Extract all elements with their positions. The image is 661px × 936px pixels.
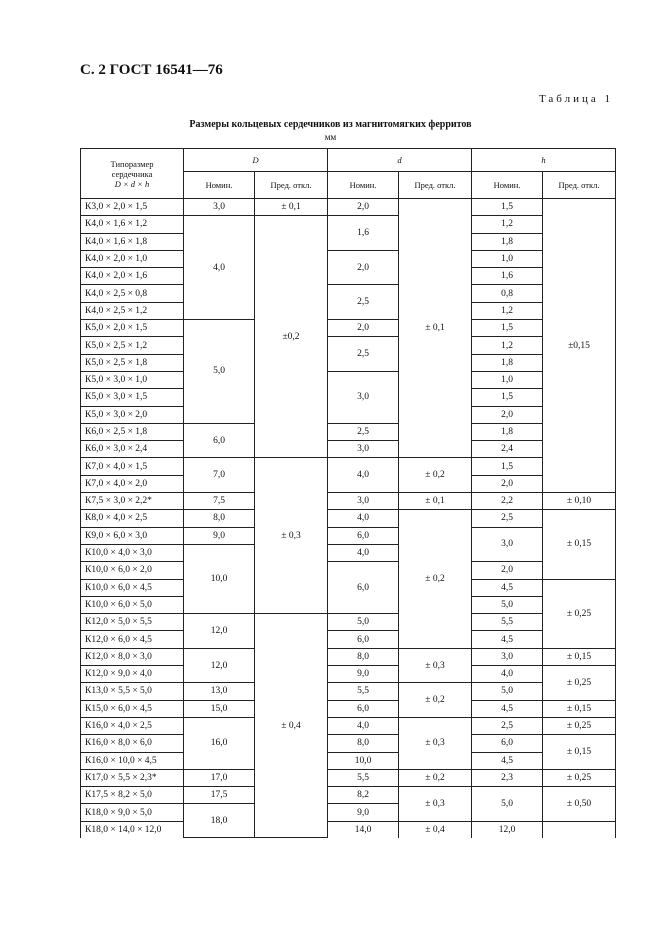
cell-type-size: К7,5 × 3,0 × 2,2* bbox=[81, 493, 184, 510]
cell-d-nom: 12,0 bbox=[184, 614, 255, 649]
cell-h-nom: 3,0 bbox=[472, 527, 543, 562]
cell-d-nom: 7,0 bbox=[184, 458, 255, 493]
cell-d-tol: ± 0,2 bbox=[399, 683, 472, 718]
cell-d-nom: 9,0 bbox=[328, 666, 399, 683]
cell-h-tol: ±0,15 bbox=[543, 199, 616, 493]
cell-h-nom: 2,4 bbox=[472, 441, 543, 458]
table-row bbox=[81, 648, 616, 665]
table-row bbox=[81, 250, 616, 267]
header-h-tol: Пред. откл. bbox=[543, 172, 616, 199]
cell-d-nom: 17,0 bbox=[184, 769, 255, 786]
cell-type-size: К13,0 × 5,5 × 5,0 bbox=[81, 683, 184, 700]
cell-d-nom: 6,0 bbox=[328, 527, 399, 544]
dimensions-table bbox=[80, 148, 616, 838]
header-D: D bbox=[184, 149, 328, 172]
cell-type-size: К4,0 × 2,5 × 0,8 bbox=[81, 285, 184, 302]
cell-h-nom: 1,5 bbox=[472, 389, 543, 406]
cell-type-size: К4,0 × 1,6 × 1,8 bbox=[81, 233, 184, 250]
cell-d-tol: ± 0,4 bbox=[399, 821, 472, 838]
cell-d-nom: 3,0 bbox=[328, 371, 399, 423]
table-row bbox=[81, 199, 616, 216]
cell-type-size: К16,0 × 8,0 × 6,0 bbox=[81, 735, 184, 752]
cell-h-nom: 5,0 bbox=[472, 787, 543, 822]
cell-h-nom: 2,2 bbox=[472, 493, 543, 510]
cell-h-nom: 1,2 bbox=[472, 337, 543, 354]
cell-h-nom: 1,0 bbox=[472, 250, 543, 267]
cell-h-nom: 4,5 bbox=[472, 631, 543, 648]
cell-type-size: К7,0 × 4,0 × 2,0 bbox=[81, 475, 184, 492]
cell-d-nom: 2,0 bbox=[328, 320, 399, 337]
cell-h-nom: 1,0 bbox=[472, 371, 543, 388]
cell-d-nom: 7,5 bbox=[184, 493, 255, 510]
cell-type-size: К18,0 × 14,0 × 12,0 bbox=[81, 821, 184, 838]
cell-h-nom: 2,5 bbox=[472, 717, 543, 734]
cell-d-nom: 6,0 bbox=[328, 631, 399, 648]
table-row bbox=[81, 631, 616, 648]
cell-d-nom: 8,2 bbox=[328, 787, 399, 804]
cell-h-nom: 12,0 bbox=[472, 821, 543, 838]
cell-type-size: К18,0 × 9,0 × 5,0 bbox=[81, 804, 184, 821]
cell-h-nom: 1,2 bbox=[472, 216, 543, 233]
cell-type-size: К12,0 × 5,0 × 5,5 bbox=[81, 614, 184, 631]
cell-h-nom: 2,0 bbox=[472, 475, 543, 492]
cell-h-nom: 5,0 bbox=[472, 596, 543, 613]
table-row bbox=[81, 527, 616, 544]
cell-d-nom: 4,0 bbox=[328, 717, 399, 734]
cell-type-size: К9,0 × 6,0 × 3,0 bbox=[81, 527, 184, 544]
table-row bbox=[81, 423, 616, 440]
cell-d-nom: 12,0 bbox=[184, 648, 255, 683]
cell-d-nom: 5,0 bbox=[184, 320, 255, 424]
cell-h-nom: 1,8 bbox=[472, 354, 543, 371]
cell-h-tol: ± 0,25 bbox=[543, 579, 616, 648]
table-row bbox=[81, 216, 616, 233]
cell-type-size: К4,0 × 2,0 × 1,0 bbox=[81, 250, 184, 267]
cell-type-size: К12,0 × 6,0 × 4,5 bbox=[81, 631, 184, 648]
cell-d-nom: 8,0 bbox=[328, 735, 399, 752]
cell-h-nom: 1,5 bbox=[472, 458, 543, 475]
cell-h-tol: ± 0,50 bbox=[543, 787, 616, 822]
cell-d-nom: 9,0 bbox=[328, 804, 399, 821]
header-h: h bbox=[472, 149, 616, 172]
cell-type-size: К8,0 × 4,0 × 2,5 bbox=[81, 510, 184, 527]
header-D-tol: Пред. откл. bbox=[255, 172, 328, 199]
cell-d-tol: ± 0,3 bbox=[399, 787, 472, 822]
cell-h-nom: 6,0 bbox=[472, 735, 543, 752]
cell-d-nom: 8,0 bbox=[184, 510, 255, 527]
cell-h-tol: ± 0,15 bbox=[543, 700, 616, 717]
cell-type-size: К6,0 × 3,0 × 2,4 bbox=[81, 441, 184, 458]
cell-d-nom: 13,0 bbox=[184, 683, 255, 700]
cell-h-tol: ± 0,10 bbox=[543, 493, 616, 510]
cell-d-nom: 4,0 bbox=[184, 216, 255, 320]
cell-d-tol: ± 0,2 bbox=[399, 458, 472, 493]
table-row bbox=[81, 700, 616, 717]
table-number: Таблица 1 bbox=[538, 93, 613, 105]
cell-type-size: К10,0 × 6,0 × 5,0 bbox=[81, 596, 184, 613]
table-row bbox=[81, 320, 616, 337]
cell-d-tol: ± 0,1 bbox=[255, 199, 328, 216]
cell-type-size: К16,0 × 4,0 × 2,5 bbox=[81, 717, 184, 734]
cell-d-nom: 5,5 bbox=[328, 683, 399, 700]
table-row bbox=[81, 717, 616, 734]
cell-h-nom: 0,8 bbox=[472, 285, 543, 302]
header-d: d bbox=[328, 149, 472, 172]
cell-d-tol: ± 0,2 bbox=[399, 510, 472, 648]
header-type-line1: Типоразмер bbox=[110, 158, 154, 169]
cell-type-size: К5,0 × 3,0 × 1,0 bbox=[81, 371, 184, 388]
table-row bbox=[81, 683, 616, 700]
cell-d-nom: 5,0 bbox=[328, 614, 399, 631]
cell-h-nom: 4,5 bbox=[472, 752, 543, 769]
cell-h-nom: 2,3 bbox=[472, 769, 543, 786]
cell-h-nom: 3,0 bbox=[472, 648, 543, 665]
header-d-tol: Пред. откл. bbox=[399, 172, 472, 199]
cell-type-size: К5,0 × 3,0 × 1,5 bbox=[81, 389, 184, 406]
cell-d-nom: 6,0 bbox=[184, 423, 255, 458]
cell-d-nom: 16,0 bbox=[184, 717, 255, 769]
cell-d-nom: 4,0 bbox=[328, 544, 399, 561]
cell-d-tol: ± 0,3 bbox=[399, 648, 472, 683]
cell-h-nom: 1,8 bbox=[472, 233, 543, 250]
cell-d-tol: ± 0,3 bbox=[255, 458, 328, 614]
cell-h-tol: ± 0,15 bbox=[543, 648, 616, 665]
table-row bbox=[81, 458, 616, 475]
cell-type-size: К12,0 × 9,0 × 4,0 bbox=[81, 666, 184, 683]
cell-type-size: К10,0 × 6,0 × 4,5 bbox=[81, 579, 184, 596]
cell-h-nom: 4,5 bbox=[472, 700, 543, 717]
cell-h-nom: 5,0 bbox=[472, 683, 543, 700]
cell-type-size: К4,0 × 2,5 × 1,2 bbox=[81, 302, 184, 319]
cell-d-tol: ± 0,2 bbox=[399, 769, 472, 786]
cell-d-nom: 14,0 bbox=[328, 821, 399, 838]
cell-d-nom: 9,0 bbox=[184, 527, 255, 544]
table-row bbox=[81, 769, 616, 786]
units-label: мм bbox=[324, 132, 337, 142]
cell-d-nom: 2,0 bbox=[328, 199, 399, 216]
cell-d-tol: ± 0,3 bbox=[399, 717, 472, 769]
table-row bbox=[81, 371, 616, 388]
cell-h-nom: 4,5 bbox=[472, 579, 543, 596]
cell-h-nom: 1,2 bbox=[472, 302, 543, 319]
cell-d-nom: 10,0 bbox=[328, 752, 399, 769]
cell-d-nom: 17,5 bbox=[184, 787, 255, 804]
header-d-nom: Номин. bbox=[328, 172, 399, 199]
table-row bbox=[81, 562, 616, 579]
cell-d-nom: 18,0 bbox=[184, 804, 255, 838]
header-type-line3: D × d × h bbox=[114, 178, 150, 189]
cell-d-nom: 2,0 bbox=[328, 250, 399, 285]
cell-type-size: К16,0 × 10,0 × 4,5 bbox=[81, 752, 184, 769]
cell-type-size: К3,0 × 2,0 × 1,5 bbox=[81, 199, 184, 216]
cell-type-size: К5,0 × 2,0 × 1,5 bbox=[81, 320, 184, 337]
cell-h-nom: 1,8 bbox=[472, 423, 543, 440]
cell-d-tol: ±0,2 bbox=[255, 216, 328, 458]
cell-d-nom: 3,0 bbox=[184, 199, 255, 216]
table-row bbox=[81, 285, 616, 302]
cell-d-nom: 3,0 bbox=[328, 441, 399, 458]
cell-h-nom: 1,5 bbox=[472, 320, 543, 337]
cell-h-tol: ± 0,25 bbox=[543, 717, 616, 734]
table-row bbox=[81, 787, 616, 804]
cell-type-size: К7,0 × 4,0 × 1,5 bbox=[81, 458, 184, 475]
cell-type-size: К4,0 × 1,6 × 1,2 bbox=[81, 216, 184, 233]
page-header: С. 2 ГОСТ 16541—76 bbox=[80, 62, 223, 78]
cell-h-nom: 5,5 bbox=[472, 614, 543, 631]
cell-d-nom: 15,0 bbox=[184, 700, 255, 717]
cell-d-nom: 2,5 bbox=[328, 337, 399, 372]
cell-d-tol: ± 0,1 bbox=[399, 199, 472, 458]
cell-type-size: К4,0 × 2,0 × 1,6 bbox=[81, 268, 184, 285]
cell-type-size: К17,0 × 5,5 × 2,3* bbox=[81, 769, 184, 786]
cell-h-tol: ± 0,25 bbox=[543, 666, 616, 701]
cell-type-size: К15,0 × 6,0 × 4,5 bbox=[81, 700, 184, 717]
header-D-nom: Номин. bbox=[184, 172, 255, 199]
cell-type-size: К17,5 × 8,2 × 5,0 bbox=[81, 787, 184, 804]
header-type bbox=[81, 149, 184, 199]
cell-h-nom: 2,0 bbox=[472, 406, 543, 423]
cell-d-nom: 4,0 bbox=[328, 510, 399, 527]
cell-d-nom: 5,5 bbox=[328, 769, 399, 786]
cell-d-nom: 10,0 bbox=[184, 544, 255, 613]
cell-d-tol: ± 0,4 bbox=[255, 614, 328, 838]
table-row bbox=[81, 666, 616, 683]
cell-d-nom: 2,5 bbox=[328, 285, 399, 320]
cell-type-size: К10,0 × 4,0 × 3,0 bbox=[81, 544, 184, 561]
cell-type-size: К5,0 × 3,0 × 2,0 bbox=[81, 406, 184, 423]
header-type-line2: сердечника bbox=[111, 168, 153, 179]
table-row bbox=[81, 510, 616, 527]
cell-d-nom: 8,0 bbox=[328, 648, 399, 665]
table-row bbox=[81, 821, 616, 838]
cell-h-tol bbox=[543, 821, 616, 838]
cell-d-nom: 4,0 bbox=[328, 458, 399, 493]
cell-h-nom: 1,5 bbox=[472, 199, 543, 216]
cell-h-nom: 2,0 bbox=[472, 562, 543, 579]
cell-h-tol: ± 0,15 bbox=[543, 735, 616, 770]
cell-type-size: К5,0 × 2,5 × 1,2 bbox=[81, 337, 184, 354]
table-row bbox=[81, 752, 616, 769]
cell-type-size: К12,0 × 8,0 × 3,0 bbox=[81, 648, 184, 665]
cell-d-tol: ± 0,1 bbox=[399, 493, 472, 510]
cell-h-tol: ± 0,25 bbox=[543, 769, 616, 786]
cell-h-tol: ± 0,15 bbox=[543, 510, 616, 579]
table-caption: Размеры кольцевых сердечников из магнитомягких ферритов bbox=[189, 119, 472, 130]
table-row bbox=[81, 493, 616, 510]
cell-type-size: К10,0 × 6,0 × 2,0 bbox=[81, 562, 184, 579]
cell-h-nom: 4,0 bbox=[472, 666, 543, 683]
cell-h-nom: 2,5 bbox=[472, 510, 543, 527]
table-row bbox=[81, 337, 616, 354]
table-row bbox=[81, 614, 616, 631]
cell-d-nom: 3,0 bbox=[328, 493, 399, 510]
header-h-nom: Номин. bbox=[472, 172, 543, 199]
cell-d-nom: 6,0 bbox=[328, 562, 399, 614]
table-row bbox=[81, 441, 616, 458]
cell-d-nom: 6,0 bbox=[328, 700, 399, 717]
cell-type-size: К6,0 × 2,5 × 1,8 bbox=[81, 423, 184, 440]
cell-type-size: К5,0 × 2,5 × 1,8 bbox=[81, 354, 184, 371]
cell-d-nom: 1,6 bbox=[328, 216, 399, 251]
cell-h-nom: 1,6 bbox=[472, 268, 543, 285]
cell-d-nom: 2,5 bbox=[328, 423, 399, 440]
table-row bbox=[81, 735, 616, 752]
